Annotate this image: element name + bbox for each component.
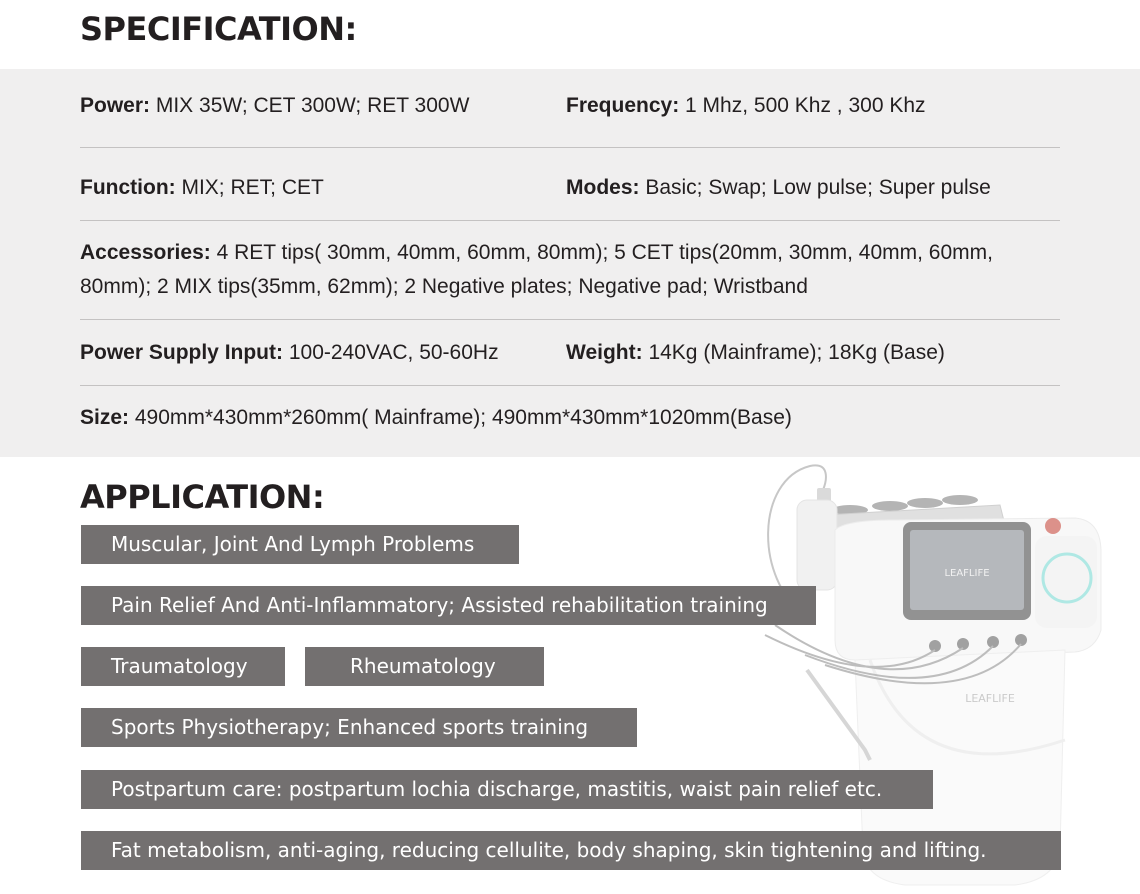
application-heading: APPLICATION:: [80, 478, 325, 516]
function-value: MIX; RET; CET: [175, 176, 324, 199]
application-tag: Muscular, Joint And Lymph Problems: [81, 525, 519, 564]
power-supply-label: Power Supply Input:: [80, 341, 283, 364]
application-tag: Fat metabolism, anti-aging, reducing cellulite, body shaping, skin tightening and lifting.: [81, 831, 1061, 870]
spec-row-accessories: [80, 236, 1060, 304]
function-label: Function:: [80, 176, 176, 199]
spec-divider: [80, 319, 1060, 320]
power-supply-spec: [80, 341, 499, 364]
power-value: MIX 35W; CET 300W; RET 300W: [150, 94, 470, 117]
body-logo: LEAFLIFE: [965, 692, 1015, 705]
application-tag: Postpartum care: postpartum lochia discharge, mastitis, waist pain relief etc.: [81, 770, 933, 809]
specification-heading: SPECIFICATION:: [80, 10, 357, 48]
weight-value: 14Kg (Mainframe); 18Kg (Base): [642, 341, 945, 364]
function-spec: [80, 176, 324, 199]
spec-divider: [80, 220, 1060, 221]
application-tag: Pain Relief And Anti-Inflammatory; Assisted rehabilitation training: [81, 586, 816, 625]
spec-divider: [80, 385, 1060, 386]
spec-divider: [80, 147, 1060, 148]
device-image: [735, 460, 1135, 894]
accessories-label: Accessories:: [80, 241, 211, 264]
application-tag: Traumatology: [81, 647, 285, 686]
application-tag: Rheumatology: [305, 647, 544, 686]
application-tag: Sports Physiotherapy; Enhanced sports training: [81, 708, 637, 747]
weight-spec: [566, 336, 945, 370]
frequency-spec: [566, 89, 926, 123]
modes-value: Basic; Swap; Low pulse; Super pulse: [639, 176, 991, 199]
spec-row-power-frequency: [80, 89, 1060, 123]
size-label: Size:: [80, 406, 130, 429]
power-label: Power:: [80, 94, 151, 117]
modes-label: Modes:: [566, 176, 640, 199]
accessories-value: 4 RET tips( 30mm, 40mm, 60mm, 80mm); 5 CET tips(20mm, 30mm, 40mm, 60mm, 80mm); 2 MIX tips(35mm, 62mm); 2 Negative plates; Negative pad; Wristband: [80, 241, 993, 298]
size-value: 490mm*430mm*260mm( Mainframe); 490mm*430mm*1020mm(Base): [129, 406, 792, 429]
spec-row-supply-weight: [80, 336, 1060, 370]
screen-logo: LEAFLIFE: [944, 568, 990, 579]
frequency-value: 1 Mhz, 500 Khz , 300 Khz: [679, 94, 926, 117]
frequency-label: Frequency:: [566, 94, 680, 117]
weight-label: Weight:: [566, 341, 643, 364]
spec-row-function-modes: [80, 171, 1060, 205]
spec-row-size: [80, 401, 1060, 435]
modes-spec: [566, 171, 991, 205]
power-spec: [80, 94, 469, 117]
power-supply-value: 100-240VAC, 50-60Hz: [283, 341, 499, 364]
